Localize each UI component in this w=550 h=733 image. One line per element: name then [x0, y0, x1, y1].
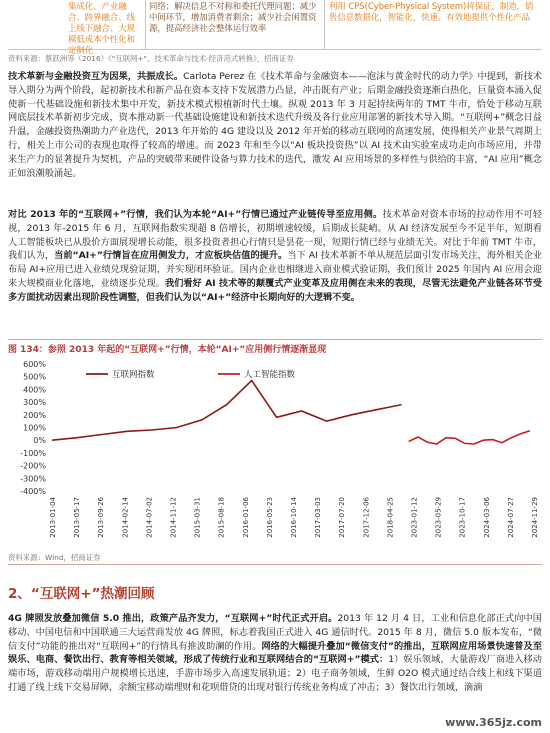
x-tick-label: 2024-03-06 — [482, 497, 491, 538]
paragraph-3-lead: 4G 牌照发放叠加微信 5.0 推出，政策产品齐发力，“互联网+”时代正式开启。 — [8, 613, 338, 624]
paragraph-1-lead: 技术革新与金融投资互为因果，共振成长。 — [8, 71, 184, 82]
caption-rule — [8, 339, 542, 340]
x-tick-label: 2013-09-26 — [97, 497, 106, 538]
paragraph-3-tail: 1）娱乐领域，大量游戏厂商进入移动端市场，游戏移动端用户规模增长迅速，手游市场步入高速发展轨道；2）电子商务领域，生鲜 O2O 模式通过结合线上和线下渠道打通了线上线下交易屏障，余额宝移动端理财和花呗借贷的出现对银行传统业务构成了冲击；3）餐饮出行领域，滴滴 — [8, 654, 542, 693]
y-tick-label: 0% — [33, 436, 46, 446]
y-tick-label: -200% — [20, 461, 46, 471]
x-tick-label: 2017-12-06 — [362, 497, 371, 538]
paragraph-2-body: 技术革命对资本市场的拉动作用不可轻视，2013 年-2015 年 6 月，互联网指数实现超 8 倍增长，初期增速较缓，后期成长陡峭。从 AI 经济发展至今不足半年，短期看人工智能板块已从股价方面展现增长动能，很多投资者担心行情只是昙花一现，短期行情已经与业绩无关。对比于年前 TMT 牛市，我们认为， — [8, 209, 543, 262]
paragraph-1-body: Carlota Perez 在《技术革命与金融资本——泡沫与黄金时代的动力学》中提到，新技术导入期分为两个阶段，起初新技术和新产品在资本支持下发展潜力凸显，冲击既有产业；后期金融投资逐渐白热化，巨量资本涌入促使新一代基础设施和新技术集中开发，新技术模式根植新时代土壤。纵观 2013 年 3 月起持续两年的 TMT 牛市，恰处于移动互联网底层技术革新初步完成，资本推动新一代基础设施建设和新技术迭代升级及各行业应用部署的新技术导入期。“互联网+”概念日益升温，金融投资热潮助力产业迭代，2013 年开始的 4G 建设以及 2012 年开始的移动互联网的高速发展，使得相关产业景气周期上行，相关上市公司的表现也取得了较高的增速。而 2023 年和至今以“AI 板块投资热”以 AI 技术由实验室成功走向市场应用，并带来生产力的显著提升为契机，产品的突破带来硬件设备与算力技术的迭代，激发 AI 应用场景的多样性与供给的丰富，“AI 应用”概念正如浪潮般涌起。 — [8, 71, 543, 179]
chart-bottom-rule — [8, 564, 542, 565]
paragraph-2-tail: 当下 AI 技术革新不单从规范层面引发市场关注，海外相关企业布局 AI+应用已进入业绩兑现验证期，并实现闭环验证。国内企业也相继进入商业模式验证期，我们预计 2025 年国内 AI 应用会迎来大规模商业化落地，业绩逐步兑现。 — [8, 250, 543, 289]
table-cell-cps: 利用 CPS(Cyber-Physical System)将保证，制造，销售信息数据化，智能化，快速、有效地提供个性化产品 — [329, 1, 534, 22]
y-tick-label: -300% — [20, 474, 46, 484]
x-tick-label: 2013-05-17 — [73, 497, 82, 538]
paragraph-3 — [8, 612, 542, 695]
y-tick-label: -400% — [20, 487, 46, 496]
paragraph-2 — [8, 208, 542, 305]
x-tick-label: 2014-11-12 — [169, 497, 178, 538]
source-note-2: 资料来源：Wind，招商证券 — [8, 553, 101, 562]
y-tick-label: 400% — [23, 385, 46, 395]
paragraph-2-emphasis: 当前“AI+”行情旨在应用侧发力，才应板块估值的提升。 — [54, 250, 288, 262]
x-tick-label: 2015-03-31 — [193, 497, 202, 538]
section-title: 2、“互联网+”热潮回顾 — [8, 586, 155, 602]
x-tick-label: 2023-05-29 — [434, 497, 443, 538]
source-note-1: 资料来源：蔡跃洲等（2016）《"互联网+"、技术革命与技术-经济范式转换》，招商证券 — [8, 54, 294, 63]
x-tick-label: 2015-08-18 — [217, 497, 226, 538]
x-tick-label: 2016-10-14 — [290, 497, 298, 538]
series-line-internet — [52, 381, 402, 441]
y-tick-label: 300% — [23, 398, 46, 408]
x-tick-label: 2023-10-17 — [458, 497, 467, 538]
x-tick-label: 2018-04-25 — [386, 497, 395, 538]
paragraph-1 — [8, 70, 542, 180]
x-tick-label: 2017-03-03 — [314, 497, 323, 538]
paragraph-2-lead: 对比 2013 年的“互联网+”行情，我们认为本轮“AI+”行情已通过产业链传导至应用侧。 — [8, 209, 383, 220]
x-tick-label: 2013-01-04 — [49, 497, 57, 538]
line-chart — [8, 356, 542, 546]
x-tick-label: 2016-05-23 — [265, 497, 274, 538]
table-divider — [324, 0, 325, 50]
y-tick-label: 600% — [23, 360, 46, 369]
legend-label-ai: 人工智能指数 — [244, 370, 296, 380]
paragraph-2-conclusion: 我们看好 AI 技术等的颠覆式产业变革及应用侧在未来的表现，尽管无法避免产业链各环节受多方面扰动因素出现阶段性调整，但我们认为以“AI+”经济中长期向好的大逻辑不变。 — [8, 277, 542, 303]
paragraph-3-body: 2013 年 12 月 4 日，工业和信息化部正式向中国移动、中国电信和中国联通三大运营商发放 4G 牌照，标志着我国正式进入 4G 通信时代。2015 年 8 月，微信 5.0 版本发布，“微信支付”功能的推出对“互联网+”的行情具有推波助澜的作用。 — [8, 613, 542, 652]
x-tick-label: 2014-02-14 — [121, 497, 130, 538]
x-tick-label: 2016-01-06 — [241, 497, 250, 538]
figure-caption: 图 134：参照 2013 年起的“互联网+”行情，本轮“AI+”应用侧行情逐渐显现 — [8, 345, 327, 355]
y-tick-label: -100% — [20, 448, 46, 458]
series-line-ai — [409, 431, 530, 444]
legend-label-internet: 互联网指数 — [112, 370, 155, 380]
x-tick-label: 2024-07-27 — [506, 497, 515, 538]
y-tick-label: 500% — [23, 372, 46, 382]
table-cell-features: 集成化、产业融合、跨界融合、线上线下融合、大规模低成本个性化和定制化 — [68, 1, 135, 55]
x-tick-label: 2017-07-20 — [338, 497, 347, 538]
top-table — [8, 0, 542, 55]
x-tick-label: 2024-11-29 — [531, 497, 539, 538]
y-tick-label: 100% — [23, 423, 46, 433]
table-cell-effects: 同络；解决信息不对称和委托代理问题；减少中间环节，增加消费者剩余；减少社会闲置资源，提高经济社会整体运行效率 — [149, 1, 317, 33]
x-tick-label: 2014-07-02 — [145, 497, 154, 538]
x-tick-label: 2023-01-12 — [410, 497, 419, 538]
paragraph-3-emphasis: 网络的大幅提升叠加“微信支付”的推出，互联网应用场景快速普及至娱乐、电商、餐饮出行、教育等相关领域，形成了传统行业和互联网结合的“互联网+”模式： — [8, 640, 543, 666]
table-divider — [145, 0, 146, 50]
watermark-link[interactable]: www.365jz.com — [445, 716, 542, 729]
y-tick-label: 200% — [23, 410, 46, 420]
